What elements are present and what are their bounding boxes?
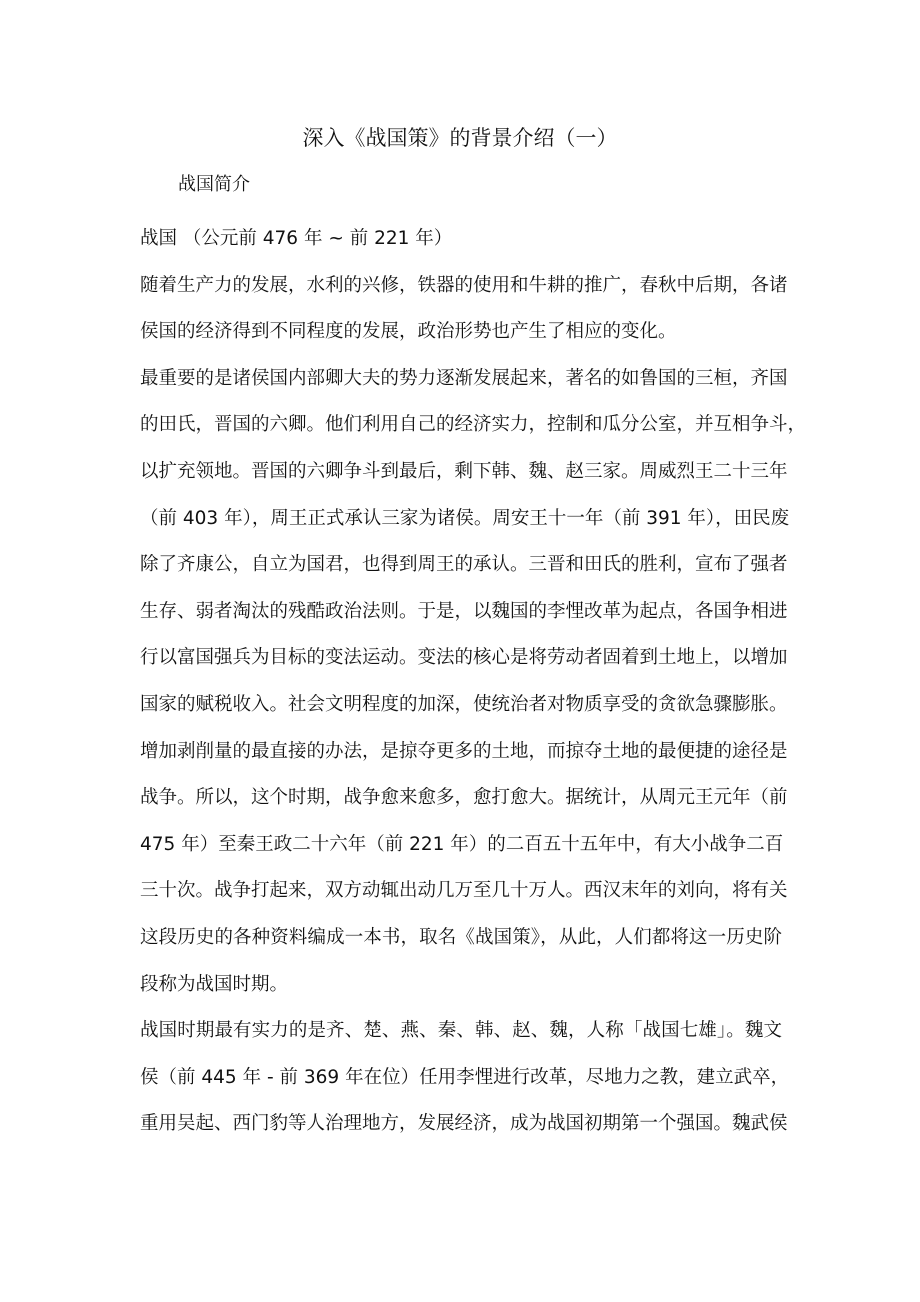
text-line: 段称为战国时期。: [140, 973, 289, 995]
text-line-row: [140, 868, 788, 915]
document-body: [140, 216, 807, 1148]
text-line: 战国时期最有实力的是齐、楚、燕、秦、韩、赵、魏，人称「战国七雄」。魏文: [140, 1020, 783, 1042]
text-line-row: [140, 635, 788, 682]
text-line: 除了齐康公，自立为国君，也得到周王的承认。三晋和田氏的胜利，宣布了强者: [140, 554, 788, 576]
text-line-row: [140, 775, 788, 822]
text-line: 的田氏，晋国的六卿。他们利用自己的经济实力，控制和瓜分公室，并互相争斗，: [140, 414, 807, 436]
text-line-row: [140, 356, 788, 403]
text-line: 国家的赋税收入。社会文明程度的加深，使统治者对物质享受的贪欲急骤膨胀。: [140, 693, 788, 715]
text-line-row: [140, 682, 788, 729]
text-line-row: [140, 402, 807, 449]
text-line: 重用吴起、西门豹等人治理地方，发展经济，成为战国初期第一个强国。魏武侯: [140, 1113, 788, 1135]
text-line-row: [140, 496, 790, 543]
text-line: 生存、弱者淘汰的残酷政治法则。于是，以魏国的李悝改革为起点，各国争相进: [140, 600, 788, 622]
text-line-row: [140, 822, 782, 869]
text-line-row: [140, 542, 788, 589]
text-line-row: [140, 309, 782, 356]
text-line: 战国 （公元前 476 年 ~ 前 221 年）: [140, 228, 453, 249]
text-line-row: [140, 962, 782, 1009]
text-line: 475 年）至秦王政二十六年（前 221 年）的二百五十五年中，有大小战争二百: [140, 833, 784, 855]
text-line-row: [140, 263, 788, 310]
text-line: 这段历史的各种资料编成一本书，取名《战国策》，从此，人们都将这一历史阶: [140, 926, 783, 948]
text-line: 侯（前 445 年 - 前 369 年在位）任用李悝进行改革，尽地力之教，建立武卒，: [140, 1066, 790, 1088]
text-line: 侯国的经济得到不同程度的发展，政治形势也产生了相应的变化。: [140, 321, 677, 343]
text-line: 三十次。战争打起来，双方动辄出动几万至几十万人。西汉末年的刘向，将有关: [140, 880, 788, 902]
text-line: 增加剥削量的最直接的办法，是掠夺更多的土地，而掠夺土地的最便捷的途径是: [140, 740, 788, 762]
text-line: 行以富国强兵为目标的变法运动。变法的核心是将劳动者固着到土地上，以增加: [140, 647, 788, 669]
text-line: （前 403 年），周王正式承认三家为诸侯。周安王十一年（前 391 年），田民废: [140, 507, 790, 529]
text-line: 随着生产力的发展，水利的兴修，铁器的使用和牛耕的推广，春秋中后期，各诸: [140, 274, 788, 296]
text-line-row: [140, 1055, 790, 1102]
text-line-row: [140, 915, 782, 962]
text-line: 最重要的是诸侯国内部卿大夫的势力逐渐发展起来，著名的如鲁国的三桓，齐国: [140, 367, 788, 389]
text-line: 战争。所以，这个时期，战争愈来愈多，愈打愈大。据统计，从周元王元年（前: [140, 787, 788, 809]
text-line-row: [140, 1008, 782, 1055]
section-heading: 战国简介: [178, 174, 250, 195]
text-line-row: [140, 449, 788, 496]
text-line-row: [140, 729, 788, 776]
document-title: 深入《战国策》的背景介绍（一）: [302, 126, 618, 150]
text-line-row: [140, 1101, 788, 1148]
text-line-row: [140, 216, 782, 263]
text-line: 以扩充领地。晋国的六卿争斗到最后，剩下韩、魏、赵三家。周威烈王二十三年: [140, 460, 788, 482]
text-line-row: [140, 589, 788, 636]
